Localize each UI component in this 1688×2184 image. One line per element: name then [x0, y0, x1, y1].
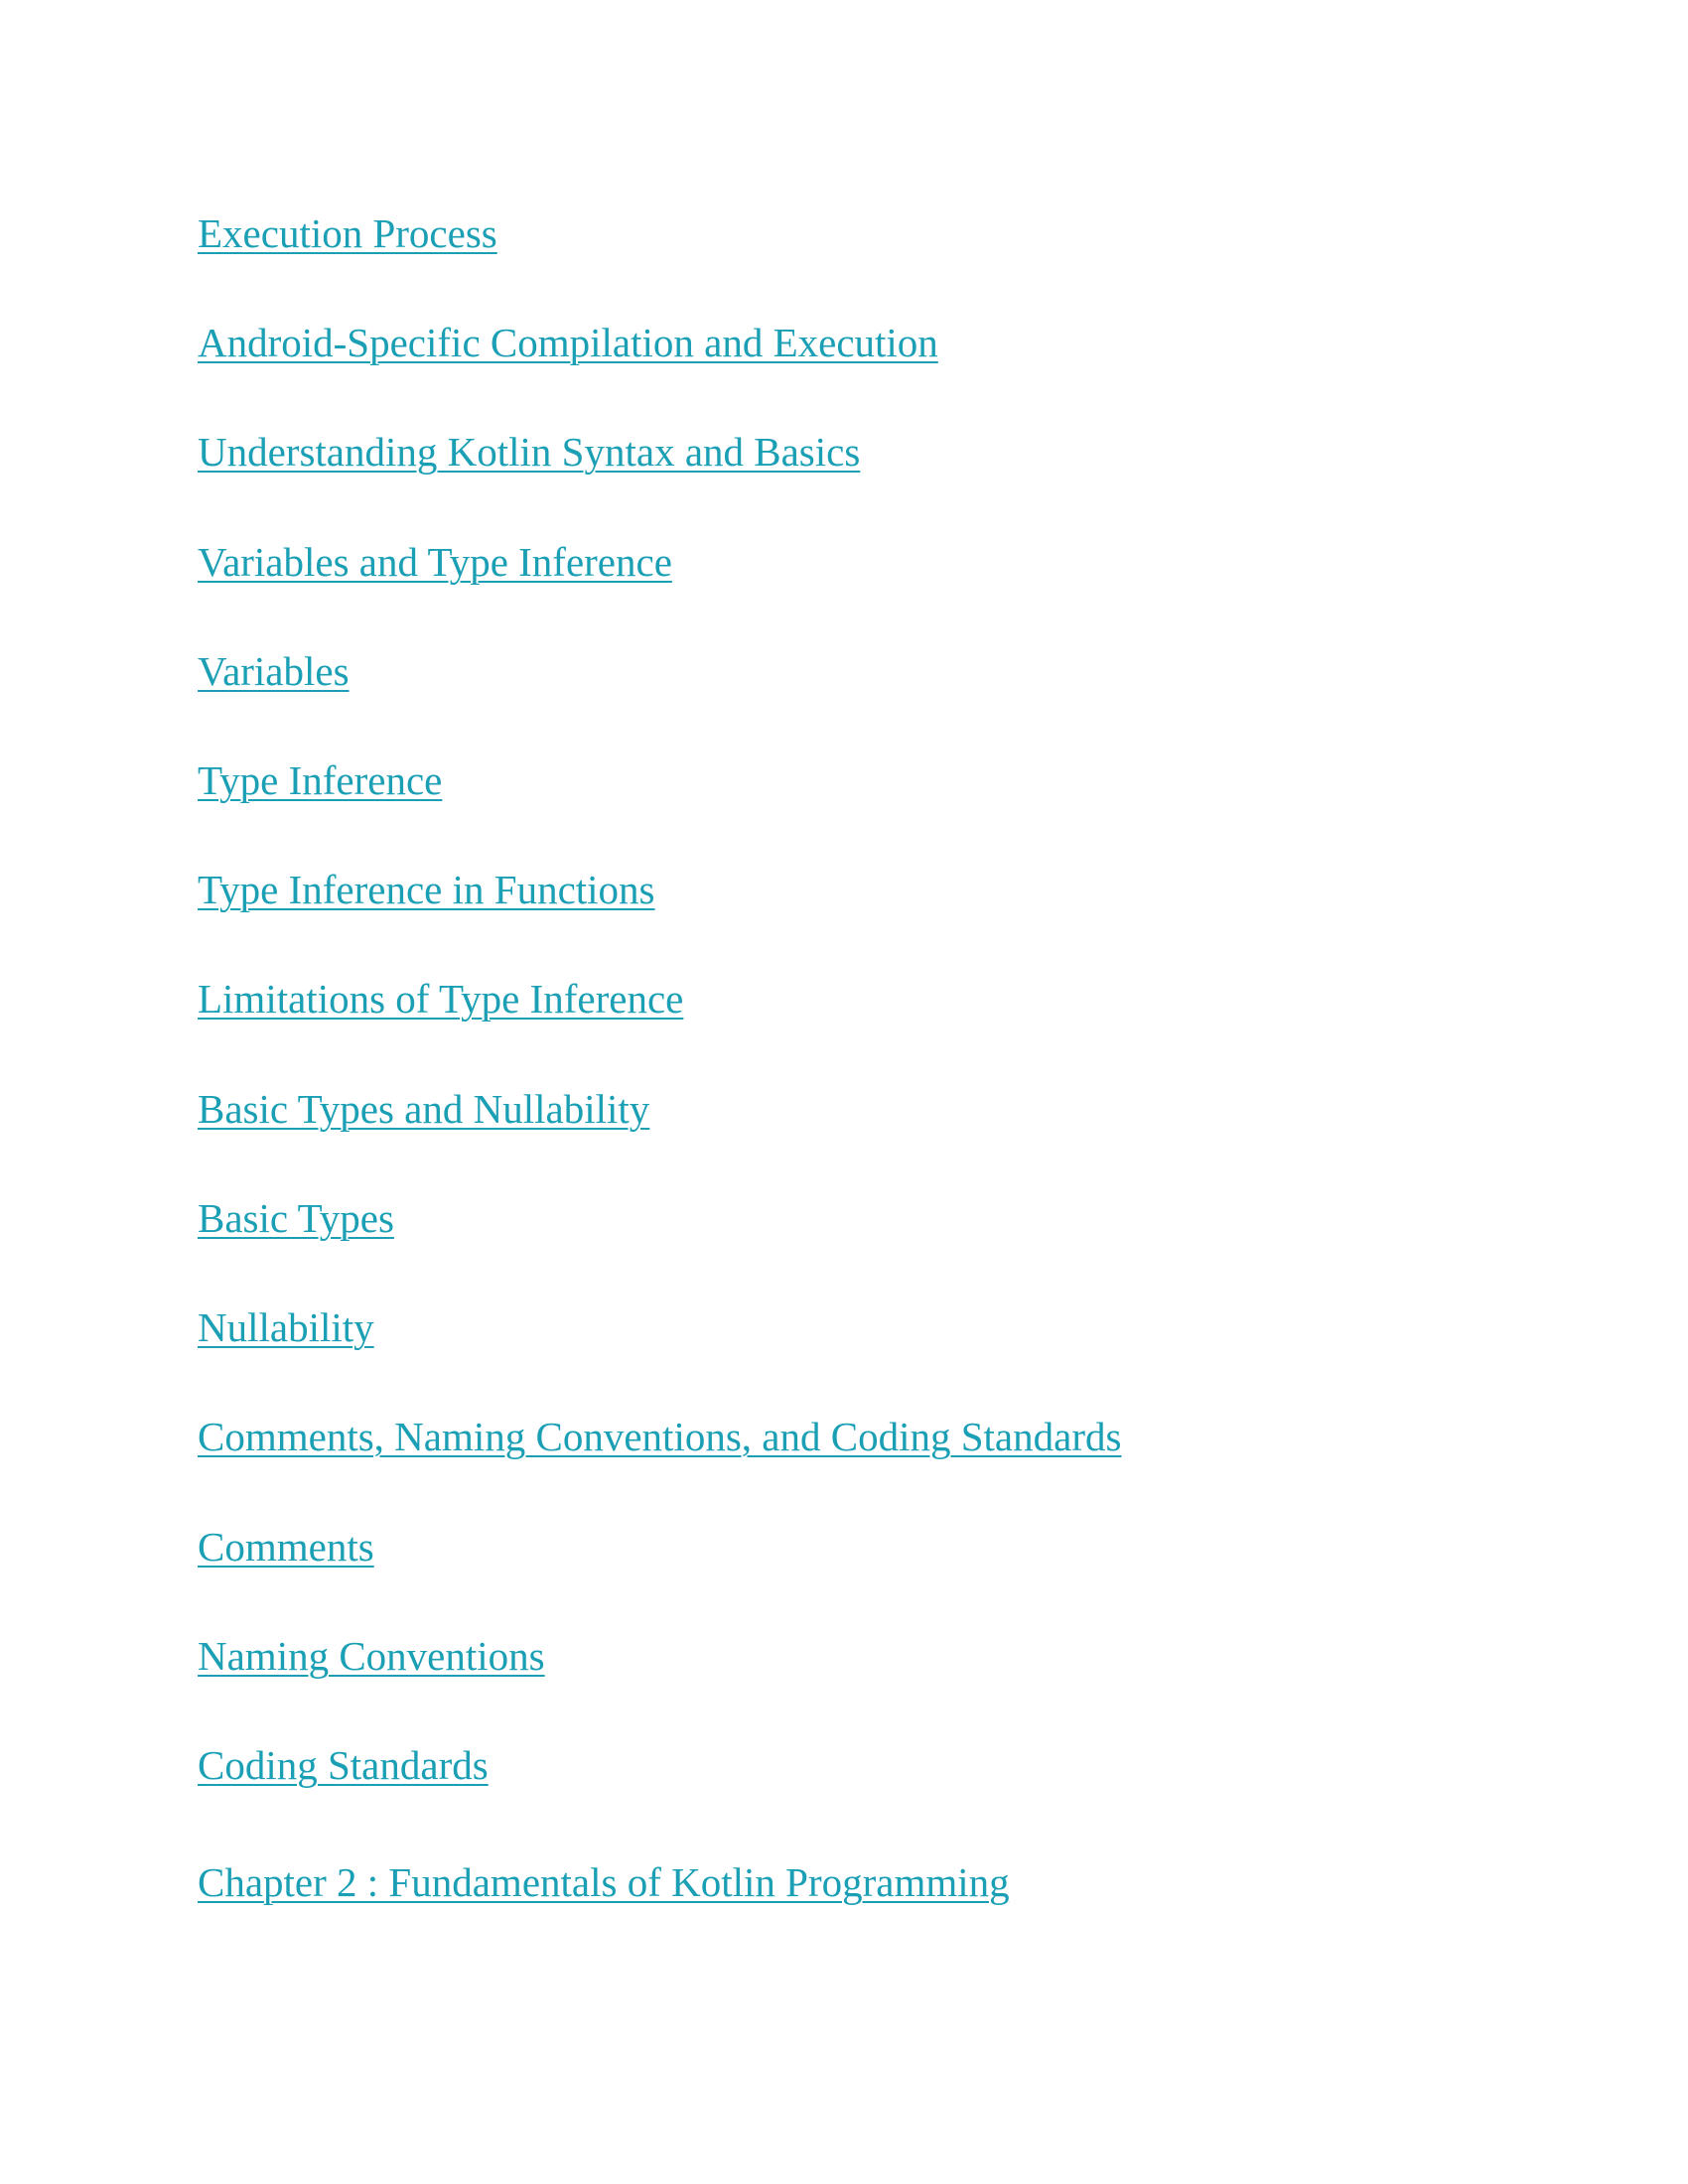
toc-link-comments-naming-coding-standards[interactable]: Comments, Naming Conventions, and Coding Standards — [198, 1414, 1122, 1459]
toc-link-basic-types-and-nullability[interactable]: Basic Types and Nullability — [198, 1086, 650, 1132]
toc-link-nullability[interactable]: Nullability — [198, 1304, 374, 1350]
toc-link-basic-types[interactable]: Basic Types — [198, 1195, 394, 1241]
toc-link-type-inference-in-functions[interactable]: Type Inference in Functions — [198, 867, 655, 912]
toc-link-variables[interactable]: Variables — [198, 648, 350, 694]
toc-link-chapter-2[interactable]: Chapter 2 : Fundamentals of Kotlin Programming — [198, 1859, 1010, 1905]
toc-link-understanding-kotlin-syntax[interactable]: Understanding Kotlin Syntax and Basics — [198, 429, 861, 475]
toc-link-android-specific-compilation[interactable]: Android-Specific Compilation and Execution — [198, 320, 938, 365]
toc-link-comments[interactable]: Comments — [198, 1524, 374, 1570]
toc-link-limitations-of-type-inference[interactable]: Limitations of Type Inference — [198, 976, 684, 1022]
toc-link-type-inference[interactable]: Type Inference — [198, 757, 443, 803]
toc-link-variables-and-type-inference[interactable]: Variables and Type Inference — [198, 539, 672, 585]
toc-link-execution-process[interactable]: Execution Process — [198, 210, 497, 256]
toc-link-coding-standards[interactable]: Coding Standards — [198, 1742, 489, 1788]
toc-link-naming-conventions[interactable]: Naming Conventions — [198, 1633, 545, 1679]
